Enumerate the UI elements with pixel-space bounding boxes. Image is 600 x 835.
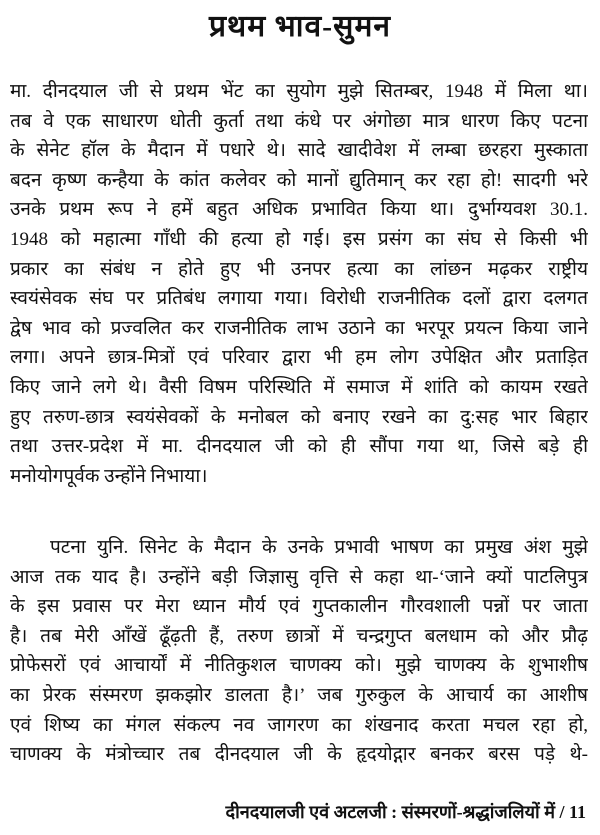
text-line: के इस प्रवास पर मेरा ध्यान मौर्य एवं गुप्तकालीन गौरवशाली पन्नों पर जाता — [10, 596, 588, 618]
text-line: चाणक्य के मंत्रोच्चार तब दीनदयाल जी के हृदयोद्गार बनकर बरस पड़े थे- — [10, 744, 588, 766]
text-line: 1948 को महात्मा गाँधी की हत्या हो गई। इस प्रसंग का संघ से किसी भी — [10, 228, 588, 250]
text-line: उनके प्रथम रूप ने हमें बहुत अधिक प्रभावित किया था। दुर्भाग्यवश 30.1. — [10, 199, 588, 221]
text-line: पटना युनि. सिनेट के मैदान के उनके प्रभावी भाषण का प्रमुख अंश मुझे — [50, 537, 588, 558]
text-line: एवं शिष्य का मंगल संकल्प नव जागरण का शंखनाद करता मचल रहा हो, — [10, 714, 588, 736]
text-line: के सेनेट हॉल के मैदान में पधारे थे। सादे खादीवेश में लम्बा छरहरा मुस्काता — [10, 140, 588, 162]
text-line: द्वेष भाव को प्रज्वलित कर राजनीतिक लाभ उठाने का भरपूर प्रयत्न किया जाने — [10, 317, 588, 339]
text-line: बदन कृष्ण कन्हैया के कांत कलेवर को मानों द्युतिमान् कर रहा हो! सादगी भरे — [10, 169, 588, 191]
page-title: प्रथम भाव-सुमन — [208, 10, 392, 43]
text-line: तब वे एक साधारण धोती कुर्ता तथा कंधे पर अंगोछा मात्र धारण किए पटना — [10, 110, 588, 132]
text-line: मनोयोगपूर्वक उन्होंने निभाया। — [10, 465, 208, 487]
paragraph-1 — [10, 77, 588, 491]
text-line: का प्रेरक संस्मरण झकझोर डालता है।’ जब गुरुकुल के आचार्य का आशीष — [10, 684, 588, 706]
text-line: लगा। अपने छात्र-मित्रों एवं परिवार द्वारा भी हम लोग उपेक्षित और प्रताड़ित — [10, 347, 588, 369]
text-line: मा. दीनदयाल जी से प्रथम भेंट का सुयोग मुझे सितम्बर, 1948 में मिला था। — [10, 81, 588, 102]
text-line: तथा उत्तर-प्रदेश में मा. दीनदयाल जी को ही सौंपा गया था, जिसे बड़े ही — [10, 436, 588, 458]
text-line: प्रकार का संबंध न होते हुए भी उनपर हत्या का लांछन मढ़कर राष्ट्रीय — [10, 258, 588, 280]
text-line: किए जाने लगे थे। वैसी विषम परिस्थिति में समाज में शांति को कायम रखते — [10, 376, 588, 398]
text-line: है। तब मेरी आँखें ढूँढ़ती हैं, तरुण छात्रों में चन्द्रगुप्त बलधाम को और प्रौढ़ — [10, 625, 588, 647]
text-line: प्रोफेसरों एवं आचार्यों में नीतिकुशल चाणक्य को। मुझे चाणक्य के शुभाशीष — [10, 655, 588, 677]
text-line: हुए तरुण-छात्र स्वयंसेवकों के मनोबल को बनाए रखने का दु:सह भार बिहार — [10, 406, 588, 428]
paragraph-2 — [10, 533, 588, 770]
page-footer: दीनदयालजी एवं अटलजी : संस्मरणों-श्रद्धांजलियों में / 11 — [225, 802, 586, 822]
text-line: आज तक याद है। उन्होंने बड़ी जिज्ञासु वृत्ति से कहा था-‘जाने क्यों पाटलिपुत्र — [10, 566, 588, 588]
text-line: स्वयंसेवक संघ पर प्रतिबंध लगाया गया। विरोधी राजनीतिक दलों द्वारा दलगत — [10, 288, 588, 310]
